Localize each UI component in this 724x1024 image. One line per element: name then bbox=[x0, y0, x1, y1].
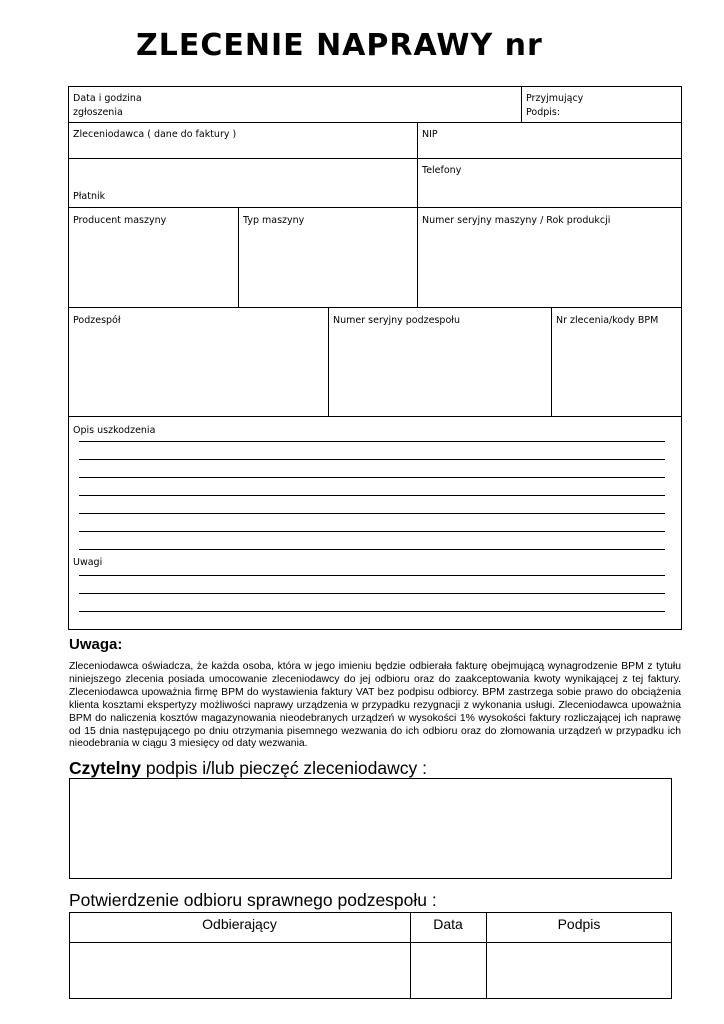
col-divider bbox=[417, 122, 418, 208]
signature-heading bbox=[69, 758, 427, 779]
col-odbierajacy: Odbierający bbox=[202, 916, 277, 932]
podpis-label: Podpis: bbox=[526, 107, 561, 118]
writing-line bbox=[79, 531, 665, 532]
numer-seryjny-podzespolu-label: Numer seryjny podzespołu bbox=[333, 315, 460, 326]
col-divider bbox=[238, 207, 239, 307]
signature-heading-bold: Czytelny bbox=[69, 758, 141, 778]
row-divider bbox=[68, 207, 682, 208]
podzespol-label: Podzespół bbox=[73, 315, 121, 326]
writing-line bbox=[79, 495, 665, 496]
notice-text: Zleceniodawca oświadcza, że każda osoba, która w jego imieniu będzie odbierała fakturę obejmującą wynagrodzenie BPM z tytułu niniejszego zlecenia posiada umocowanie zleceniodawcy do jej odbioru oraz do zaakceptowania kwoty wynikającej z tej faktury. Zleceniodawca upoważnia firmę BPM do wystawienia faktury VAT bez podpisu odbiorcy. BPM zastrzega sobie prawo do obciążenia klienta kosztami ekspertyzy możliwości naprawy urządzenia w przypadku rezygnacji z wykonania usługi. Zleceniodawca upoważnia BPM do naliczenia kosztów magazynowania nieodebranych urządzeń w wysokości 1% wysokości faktury rozliczającej ich naprawę od 15 dnia następującego po dniu otrzymania pisemnego wezwania do ich odbioru oraz do złomowania urządzeń w przypadku ich nieodebrania w ciągu 3 miesięcy od daty wezwania. bbox=[69, 661, 681, 750]
numer-seryjny-maszyny-label: Numer seryjny maszyny / Rok produkcji bbox=[422, 215, 611, 226]
row-divider bbox=[68, 307, 682, 308]
writing-line bbox=[79, 513, 665, 514]
row-divider bbox=[68, 158, 682, 159]
producent-label: Producent maszyny bbox=[73, 215, 167, 226]
nr-zlecenia-label: Nr zlecenia/kody BPM bbox=[556, 315, 659, 326]
writing-line bbox=[79, 477, 665, 478]
signature-heading-rest: podpis i/lub pieczęć zleceniodawcy : bbox=[140, 758, 427, 778]
row-divider bbox=[68, 122, 682, 123]
signature-box bbox=[69, 778, 672, 879]
writing-line bbox=[79, 549, 665, 550]
notice-heading: Uwaga: bbox=[69, 636, 123, 653]
col-data: Data bbox=[433, 916, 463, 932]
telefony-label: Telefony bbox=[422, 165, 462, 176]
opis-label: Opis uszkodzenia bbox=[73, 425, 156, 436]
writing-line bbox=[79, 441, 665, 442]
uwagi-label: Uwagi bbox=[73, 557, 103, 568]
przyjmujacy-label: Przyjmujący bbox=[526, 93, 584, 104]
zgloszenia-label: zgłoszenia bbox=[73, 107, 123, 118]
col-divider bbox=[417, 207, 418, 307]
table-header-divider bbox=[69, 942, 672, 943]
nip-label: NIP bbox=[422, 129, 438, 140]
writing-line bbox=[79, 459, 665, 460]
writing-line bbox=[79, 611, 665, 612]
writing-line bbox=[79, 575, 665, 576]
confirmation-heading: Potwierdzenie odbioru sprawnego podzespołu : bbox=[69, 890, 437, 910]
platnik-label: Płatnik bbox=[73, 191, 106, 202]
col-podpis: Podpis bbox=[557, 916, 601, 932]
writing-line bbox=[79, 593, 665, 594]
col-divider bbox=[551, 307, 552, 417]
data-godzina-label: Data i godzina bbox=[73, 93, 142, 104]
row-divider bbox=[68, 416, 682, 417]
col-divider bbox=[328, 307, 329, 417]
page-title: ZLECENIE NAPRAWY nr bbox=[136, 28, 543, 63]
zleceniodawca-label: Zleceniodawca ( dane do faktury ) bbox=[73, 129, 237, 140]
typ-label: Typ maszyny bbox=[243, 215, 305, 226]
